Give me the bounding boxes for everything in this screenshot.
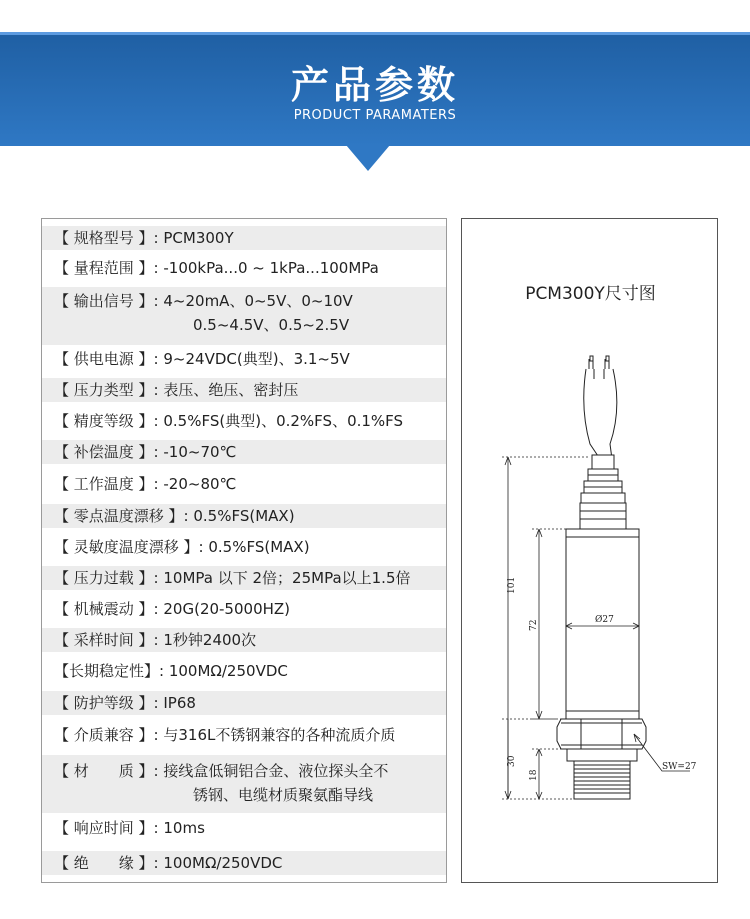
header-notch-arrow: [346, 145, 390, 171]
spec-row: [42, 226, 446, 250]
spec-row: [42, 566, 446, 590]
spec-row: [42, 723, 446, 747]
page-title: 产品参数: [290, 63, 459, 107]
spec-label: 【 供电电源 】:: [54, 350, 159, 368]
spec-label: 【 补偿温度 】:: [54, 443, 159, 461]
spec-value: 0.5%FS(MAX): [193, 507, 295, 525]
spec-row: [42, 659, 446, 683]
cable-gland: [580, 455, 626, 529]
spec-value: 9~24VDC(典型)、3.1~5V: [163, 350, 350, 368]
spec-label: 【长期稳定性】:: [54, 662, 165, 680]
spec-row: [42, 691, 446, 715]
spec-row: [42, 347, 446, 371]
dim-thread-label: 18: [529, 769, 539, 781]
spec-label: 【 规格型号 】:: [54, 229, 159, 247]
spec-label: 【 输出信号 】:: [54, 292, 159, 310]
hex-size-label: SW=27: [662, 762, 697, 772]
spec-value: 20G(20-5000HZ): [163, 600, 291, 618]
spec-label: 【 工作温度 】:: [54, 475, 159, 493]
spec-row: [42, 256, 446, 280]
spec-label: 【 灵敏度温度漂移 】:: [54, 538, 204, 556]
spec-value: -20~80℃: [163, 475, 237, 493]
page-subtitle: PRODUCT PARAMATERS: [293, 108, 457, 123]
spec-value: -100kPa...0 ~ 1kPa...100MPa: [163, 259, 379, 277]
spec-row: [42, 409, 446, 433]
spec-row: [42, 597, 446, 621]
spec-table: [41, 218, 447, 883]
sensor-drawing: [462, 219, 719, 884]
spec-row: [42, 816, 446, 840]
spec-label: 【 精度等级 】:: [54, 412, 159, 430]
spec-value: 1秒钟2400次: [163, 631, 257, 649]
spec-row: [42, 472, 446, 496]
dim-lower-label: 30: [507, 755, 517, 767]
spec-value: 0.5%FS(典型)、0.2%FS、0.1%FS: [163, 412, 404, 430]
spec-value: IP68: [163, 694, 196, 712]
spec-label: 【 响应时间 】:: [54, 819, 159, 837]
spec-row: [42, 504, 446, 528]
cable-wires: [589, 356, 609, 369]
spec-label: 【 零点温度漂移 】:: [54, 507, 189, 525]
spec-value: PCM300Y: [163, 229, 234, 247]
spec-row: [42, 440, 446, 464]
spec-row: [42, 755, 446, 813]
header-accent-line: [0, 32, 750, 35]
spec-label: 【 绝 缘 】:: [54, 854, 159, 872]
spec-label: 【 防护等级 】:: [54, 694, 159, 712]
spec-value: 100MΩ/250VDC: [168, 662, 288, 680]
cable: [584, 369, 617, 459]
spec-value: 接线盒低铜铝合金、液位探头全不: [163, 762, 389, 780]
spec-value: -10~70℃: [163, 443, 237, 461]
thread-fitting: [567, 749, 637, 799]
spec-label: 【 材 质 】:: [54, 762, 159, 780]
hex-nut: [557, 719, 646, 749]
spec-label: 【 机械震动 】:: [54, 600, 159, 618]
spec-value: 4~20mA、0~5V、0~10V: [163, 292, 353, 310]
dim-body-label: 72: [529, 619, 539, 631]
spec-row: [42, 378, 446, 402]
spec-label: 【 压力类型 】:: [54, 381, 159, 399]
dimension-drawing-panel: [461, 218, 718, 883]
spec-value: 100MΩ/250VDC: [163, 854, 283, 872]
spec-value-line2: 锈钢、电缆材质聚氨酯导线: [193, 786, 374, 804]
drawing-title: PCM300Y尺寸图: [525, 284, 656, 304]
spec-value: 10MPa 以下 2倍；25MPa以上1.5倍: [163, 569, 411, 587]
spec-row: [42, 287, 446, 345]
spec-row: [42, 628, 446, 652]
spec-value: 表压、绝压、密封压: [163, 381, 299, 399]
spec-label: 【 采样时间 】:: [54, 631, 159, 649]
spec-value: 10ms: [163, 819, 205, 837]
diameter-label: Ø27: [595, 615, 614, 625]
spec-value: 0.5%FS(MAX): [208, 538, 310, 556]
spec-row: [42, 535, 446, 559]
spec-value: 与316L不锈钢兼容的各种流质介质: [163, 726, 396, 744]
dim-overall-label: 101: [507, 576, 517, 594]
spec-row: [42, 851, 446, 875]
spec-label: 【 量程范围 】:: [54, 259, 159, 277]
spec-value-line2: 0.5~4.5V、0.5~2.5V: [193, 316, 350, 334]
spec-label: 【 介质兼容 】:: [54, 726, 159, 744]
spec-label: 【 压力过载 】:: [54, 569, 159, 587]
